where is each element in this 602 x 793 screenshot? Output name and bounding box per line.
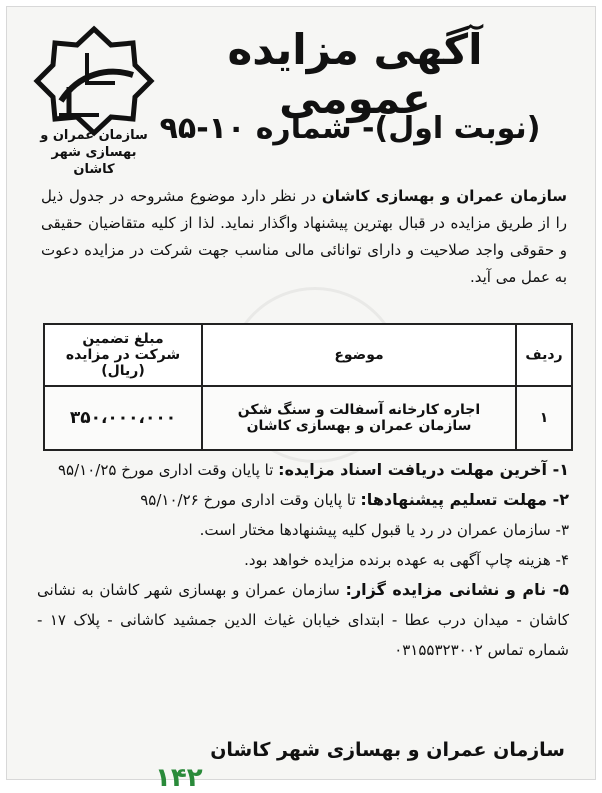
- cell-row-number: ۱: [516, 386, 572, 450]
- col-row-header: ردیف: [516, 324, 572, 386]
- notice-subtitle: (نوبت اول)- شماره ۱۰-۹۵: [159, 111, 541, 146]
- intro-text: در نظر دارد موضوع مشروحه در جدول ذیل را از طریق مزایده در قبال بهترین پیشنهاد واگذار نماید. لذا از کلیه متقاضیان حقیقی و حقوقی واجد صلاحیت و دارای توانائی مالی مناسب جهت شرکت در مزایده دعوت به عمل می آید.: [41, 187, 567, 286]
- intro-paragraph: [41, 183, 567, 291]
- auction-table: [43, 323, 573, 451]
- col-subject-header: موضوع: [202, 324, 516, 386]
- logo-caption: سازمان عمران و بهسازی شهر کاشان: [40, 128, 148, 177]
- notice-title: آگهی مزایده عمومی: [227, 25, 483, 123]
- table-header-row: [44, 324, 572, 386]
- intro-org-name: سازمان عمران و بهسازی کاشان: [321, 187, 567, 205]
- table-row: [44, 386, 572, 450]
- list-item: ۳- سازمان عمران در رد یا قبول کلیه پیشنهادها مختار است.: [199, 521, 569, 539]
- footer-organization: سازمان عمران و بهسازی شهر کاشان: [210, 739, 565, 761]
- conditions-list: [37, 455, 569, 665]
- list-item: ۱- آخرین مهلت دریافت اسناد مزایده: تا پایان وقت اداری مورخ ۹۵/۱۰/۲۵: [58, 460, 569, 479]
- col-amount-header: مبلغ تضمین شرکت در مزایده (ریال): [44, 324, 202, 386]
- list-item: ۴- هزینه چاپ آگهی به عهده برنده مزایده خواهد بود.: [244, 551, 569, 569]
- list-item: ۲- مهلت تسلیم پیشنهادها: تا پایان وقت اداری مورخ ۹۵/۱۰/۲۶: [140, 490, 569, 509]
- handwritten-number: ۱۴۲: [155, 763, 203, 793]
- notice-page: [6, 6, 596, 793]
- cell-subject: اجاره کارخانه آسفالت و سنگ شکن سازمان عمران و بهسازی کاشان: [202, 386, 516, 450]
- cell-amount: ۳۵۰،۰۰۰،۰۰۰: [44, 386, 202, 450]
- list-item: ۵- نام و نشانی مزایده گزار: سازمان عمران و بهسازی شهر کاشان به نشانی کاشان - میدان درب عطا - ابتدای خیابان غیاث الدین جمشید کاشانی - پلاک ۱۷ - شماره تماس ۰۳۱۵۵۳۲۳۰۰۲: [37, 580, 569, 659]
